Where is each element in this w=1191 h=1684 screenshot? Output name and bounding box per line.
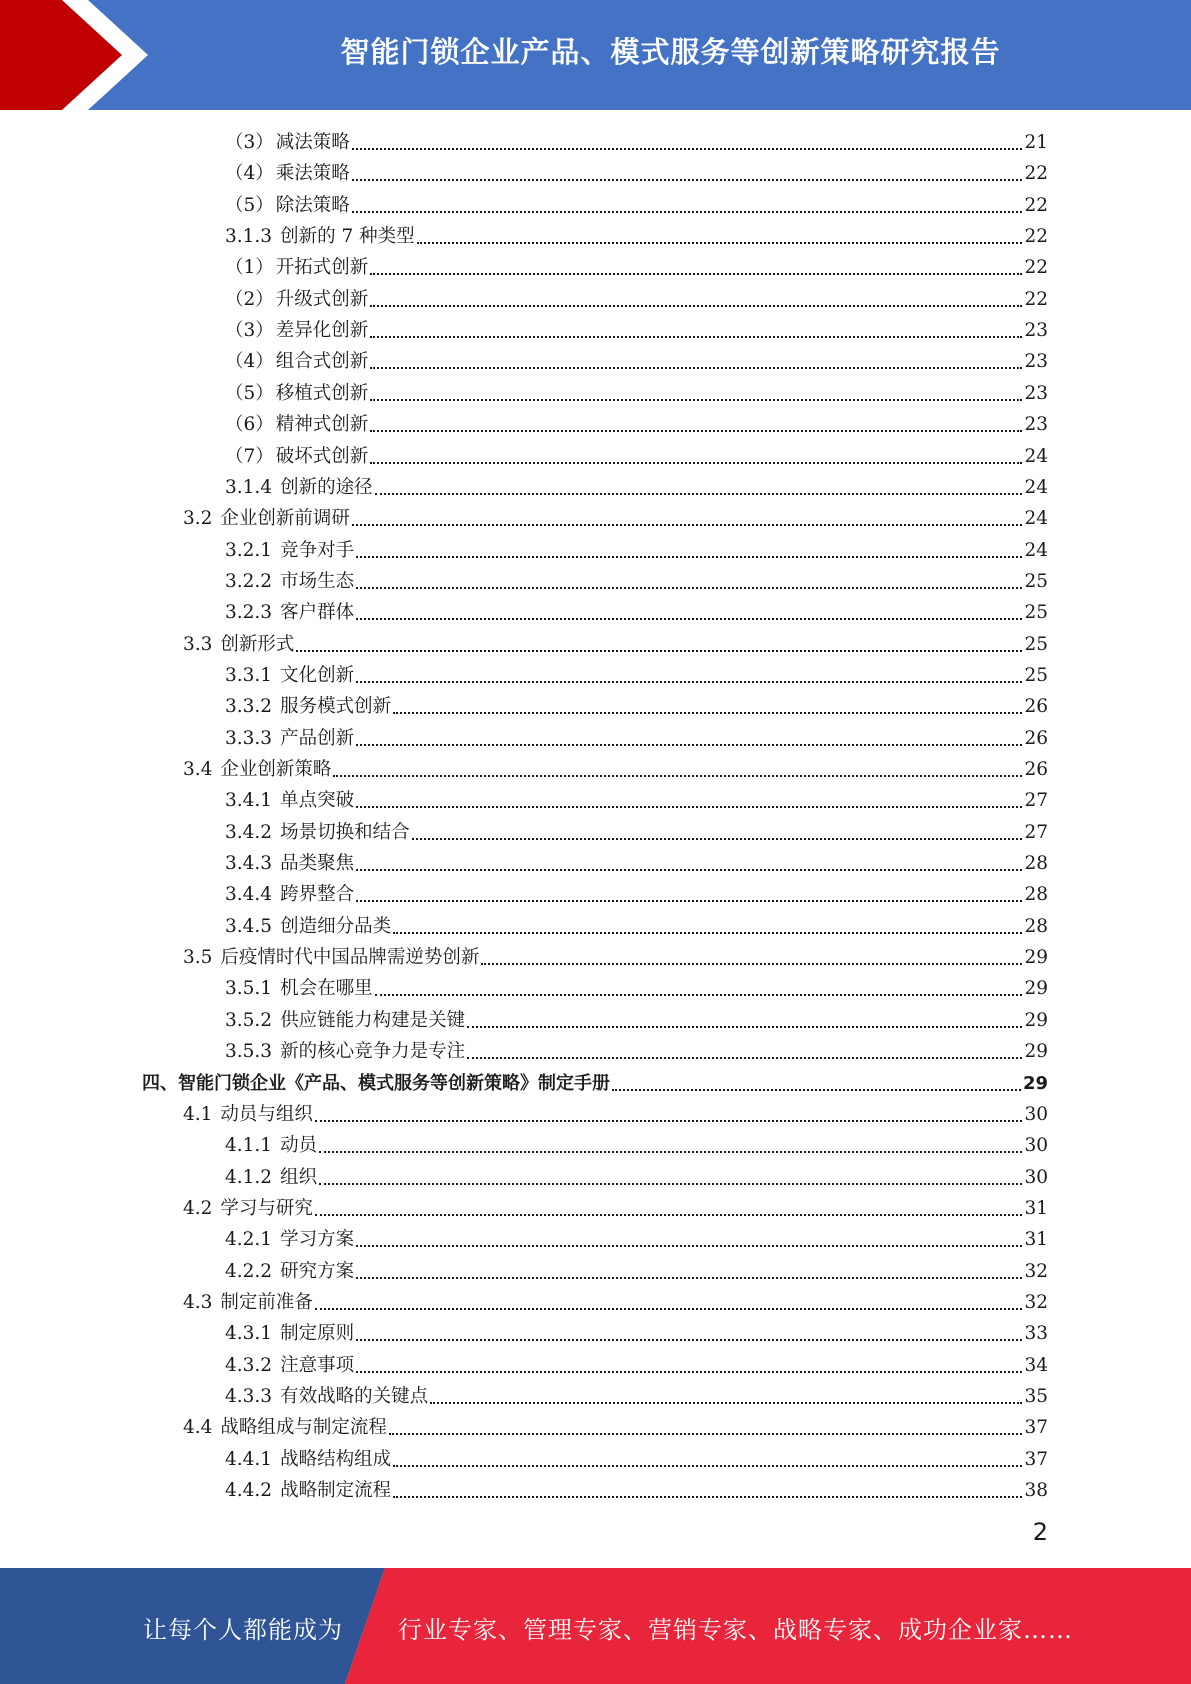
toc-leader-dots bbox=[356, 586, 1022, 589]
toc-entry[interactable] bbox=[225, 1005, 1048, 1036]
toc-entry-label: 品类聚焦 bbox=[280, 853, 355, 875]
toc-entry[interactable] bbox=[183, 1193, 1048, 1224]
toc-leader-dots bbox=[315, 1119, 1023, 1122]
toc-entry-label: 组织 bbox=[280, 1166, 318, 1188]
toc-entry[interactable] bbox=[225, 1381, 1048, 1412]
toc-entry[interactable] bbox=[142, 1068, 1048, 1099]
toc-entry-number: 3.4.2 bbox=[225, 821, 273, 843]
toc-entry[interactable] bbox=[225, 566, 1048, 597]
toc-entry-number: 4.1 bbox=[183, 1103, 213, 1125]
toc-entry-page: 24 bbox=[1024, 445, 1048, 467]
toc-leader-dots bbox=[393, 1495, 1022, 1498]
toc-entry-number: 3.3 bbox=[183, 633, 213, 655]
toc-entry-label: 战略结构组成 bbox=[280, 1448, 392, 1470]
toc-entry-page: 23 bbox=[1024, 414, 1048, 436]
toc-entry-number: 3.3.2 bbox=[225, 696, 273, 718]
toc-entry[interactable] bbox=[225, 127, 1048, 158]
toc-leader-dots bbox=[393, 1464, 1022, 1467]
page-footer bbox=[0, 1568, 1191, 1684]
toc-leader-dots bbox=[467, 1025, 1022, 1028]
toc-leader-dots bbox=[319, 1150, 1022, 1153]
toc-entry-label: 升级式创新 bbox=[275, 288, 369, 310]
toc-leader-dots bbox=[370, 429, 1022, 432]
toc-leader-dots bbox=[370, 272, 1022, 275]
toc-leader-dots bbox=[356, 805, 1022, 808]
toc-entry[interactable] bbox=[225, 879, 1048, 910]
toc-leader-dots bbox=[481, 962, 1022, 965]
toc-entry-label: 创新形式 bbox=[220, 633, 295, 655]
toc-entry-page: 31 bbox=[1024, 1197, 1048, 1219]
report-title: 智能门锁企业产品、模式服务等创新策略研究报告 bbox=[340, 35, 1001, 69]
toc-entry-page: 22 bbox=[1024, 163, 1048, 185]
toc-entry[interactable] bbox=[225, 284, 1048, 315]
toc-entry-label: 学习方案 bbox=[280, 1229, 355, 1251]
toc-entry-label: 创新的 7 种类型 bbox=[280, 226, 415, 248]
toc-entry-number: （3） bbox=[225, 320, 274, 342]
toc-entry-page: 29 bbox=[1024, 1041, 1048, 1063]
toc-leader-dots bbox=[467, 1056, 1022, 1059]
toc-entry[interactable] bbox=[225, 848, 1048, 879]
toc-entry-page: 22 bbox=[1024, 226, 1048, 248]
toc-entry-number: 4.1.2 bbox=[225, 1166, 273, 1188]
toc-entry-page: 27 bbox=[1024, 821, 1048, 843]
toc-entry-label: 有效战略的关键点 bbox=[280, 1386, 429, 1407]
toc-entry-label: 创造细分品类 bbox=[280, 915, 392, 937]
toc-entry-label: 差异化创新 bbox=[275, 320, 369, 342]
toc-entry-number: 3.4.5 bbox=[225, 915, 273, 937]
toc-entry[interactable] bbox=[225, 441, 1048, 472]
toc-entry-page: 24 bbox=[1024, 508, 1048, 530]
toc-leader-dots bbox=[356, 743, 1022, 746]
toc-leader-dots bbox=[370, 461, 1022, 464]
toc-entry-label: 破坏式创新 bbox=[275, 445, 369, 467]
toc-entry-page: 24 bbox=[1024, 476, 1048, 498]
toc-entry-label: 学习与研究 bbox=[220, 1197, 313, 1219]
toc-leader-dots bbox=[356, 1370, 1022, 1373]
toc-entry[interactable] bbox=[225, 409, 1048, 440]
toc-entry[interactable] bbox=[225, 1350, 1048, 1381]
toc-leader-dots bbox=[370, 304, 1022, 307]
toc-entry-page: 29 bbox=[1022, 1072, 1048, 1094]
toc-entry[interactable] bbox=[225, 1224, 1048, 1255]
toc-entry-label: 战略组成与制定流程 bbox=[220, 1417, 387, 1439]
toc-entry-page: 31 bbox=[1024, 1229, 1048, 1251]
toc-leader-dots bbox=[356, 1338, 1022, 1341]
toc-entry-number: （4） bbox=[225, 351, 274, 373]
toc-entry[interactable] bbox=[225, 190, 1048, 221]
toc-leader-dots bbox=[352, 147, 1023, 150]
toc-entry-label: 动员 bbox=[280, 1135, 318, 1157]
toc-entry-number: 3.5.1 bbox=[225, 978, 273, 1000]
toc-entry-number: （2） bbox=[225, 288, 274, 310]
page-header bbox=[0, 0, 1191, 110]
toc-entry-page: 28 bbox=[1024, 884, 1048, 906]
toc-entry-number: 4.3 bbox=[183, 1291, 213, 1313]
toc-entry[interactable] bbox=[225, 346, 1048, 377]
toc-entry-number: 4.4 bbox=[183, 1417, 213, 1439]
toc-entry-number: 3.1.3 bbox=[225, 226, 273, 248]
toc-leader-dots bbox=[352, 210, 1023, 213]
toc-entry[interactable] bbox=[225, 660, 1048, 691]
toc-entry-page: 29 bbox=[1024, 978, 1048, 1000]
toc-entry[interactable] bbox=[225, 973, 1048, 1004]
toc-entry-label: 场景切换和结合 bbox=[280, 821, 410, 843]
toc-entry-page: 37 bbox=[1024, 1448, 1048, 1470]
page-number: 2 bbox=[1032, 1518, 1048, 1546]
toc-entry-page: 23 bbox=[1024, 320, 1048, 342]
footer-slogan-right: 行业专家、管理专家、营销专家、战略专家、成功企业家…… bbox=[398, 1616, 1073, 1644]
toc-entry-label: 创新的途径 bbox=[280, 476, 373, 498]
toc-entry-page: 28 bbox=[1024, 915, 1048, 937]
toc-leader-dots bbox=[352, 523, 1023, 526]
toc-leader-dots bbox=[393, 931, 1022, 934]
toc-entry-number: 4.3.2 bbox=[225, 1354, 273, 1376]
toc-leader-dots bbox=[319, 1182, 1022, 1185]
toc-entry[interactable] bbox=[225, 1130, 1048, 1161]
toc-entry-label: 开拓式创新 bbox=[275, 257, 369, 279]
toc-entry-page: 25 bbox=[1024, 570, 1048, 592]
toc-entry-page: 32 bbox=[1024, 1260, 1048, 1282]
toc-entry-number: 3.2.1 bbox=[225, 539, 273, 561]
toc-leader-dots bbox=[352, 178, 1023, 181]
toc-entry-label: 后疫情时代中国品牌需逆势创新 bbox=[220, 947, 480, 969]
toc-leader-dots bbox=[375, 993, 1023, 996]
toc-entry[interactable] bbox=[225, 315, 1048, 346]
toc-entry[interactable] bbox=[225, 221, 1048, 252]
toc-entry-label: 精神式创新 bbox=[275, 414, 369, 436]
toc-entry[interactable] bbox=[183, 503, 1048, 534]
toc-leader-dots bbox=[356, 899, 1022, 902]
toc-entry[interactable] bbox=[225, 535, 1048, 566]
toc-entry-label: 市场生态 bbox=[280, 570, 355, 592]
toc-leader-dots bbox=[356, 555, 1022, 558]
toc-entry-number: （6） bbox=[225, 414, 274, 436]
toc-entry-page: 30 bbox=[1024, 1166, 1048, 1188]
toc-entry-label: 客户群体 bbox=[280, 602, 355, 624]
toc-entry-label: 乘法策略 bbox=[275, 163, 350, 185]
toc-entry-page: 30 bbox=[1024, 1103, 1048, 1125]
toc-entry[interactable] bbox=[225, 1444, 1048, 1475]
toc-entry-label: 制定前准备 bbox=[220, 1291, 313, 1313]
footer-slogan-left: 让每个人都能成为 bbox=[143, 1616, 343, 1644]
toc-entry-number: 4.2.2 bbox=[225, 1260, 273, 1282]
toc-entry-label: 注意事项 bbox=[280, 1354, 355, 1376]
toc-entry-page: 22 bbox=[1024, 257, 1048, 279]
toc-entry[interactable] bbox=[183, 754, 1048, 785]
toc-entry[interactable] bbox=[225, 1162, 1048, 1193]
toc-entry-number: 3.2.3 bbox=[225, 602, 273, 624]
toc-entry-number: 4.3.3 bbox=[225, 1386, 273, 1407]
toc-entry-label: 减法策略 bbox=[275, 132, 350, 153]
toc-entry-label: 供应链能力构建是关键 bbox=[280, 1009, 466, 1031]
toc-entry-page: 28 bbox=[1024, 853, 1048, 875]
toc-entry-label: 移植式创新 bbox=[275, 382, 369, 404]
toc-leader-dots bbox=[296, 649, 1022, 652]
toc-entry-page: 23 bbox=[1024, 382, 1048, 404]
toc-leader-dots bbox=[393, 711, 1022, 714]
toc-leader-dots bbox=[375, 492, 1023, 495]
toc-entry-page: 33 bbox=[1024, 1323, 1048, 1345]
toc-entry-number: 3.3.3 bbox=[225, 727, 273, 749]
toc-entry-number: 4.2 bbox=[183, 1197, 213, 1219]
toc-entry-label: 竞争对手 bbox=[280, 539, 355, 561]
toc-entry-page: 37 bbox=[1024, 1417, 1048, 1439]
toc-entry-page: 26 bbox=[1024, 759, 1048, 780]
toc-entry[interactable] bbox=[225, 252, 1048, 283]
toc-leader-dots bbox=[412, 837, 1023, 840]
toc-entry-number: 3.4.3 bbox=[225, 853, 273, 875]
toc-entry-number: 3.4.1 bbox=[225, 790, 273, 812]
toc-entry-number: 3.5.3 bbox=[225, 1041, 273, 1063]
toc-entry-label: 研究方案 bbox=[280, 1260, 355, 1282]
toc-entry[interactable] bbox=[225, 691, 1048, 722]
toc-entry-number: 4.3.1 bbox=[225, 1323, 273, 1345]
toc-entry-number: （4） bbox=[225, 163, 274, 185]
toc-leader-dots bbox=[356, 617, 1022, 620]
toc-leader-dots bbox=[612, 1088, 1021, 1091]
toc-entry-number: 4.2.1 bbox=[225, 1229, 273, 1251]
toc-entry-number: 3.2.2 bbox=[225, 570, 273, 592]
toc-entry-label: 四、智能门锁企业《产品、模式服务等创新策略》制定手册 bbox=[142, 1072, 610, 1094]
toc-entry-number: 4.1.1 bbox=[225, 1135, 273, 1157]
toc-entry-number: 3.2 bbox=[183, 508, 213, 530]
toc-entry-page: 26 bbox=[1024, 696, 1048, 718]
toc-entry-label: 组合式创新 bbox=[275, 351, 369, 373]
toc-entry[interactable] bbox=[225, 785, 1048, 816]
toc-entry-label: 新的核心竞争力是专注 bbox=[280, 1041, 466, 1063]
toc-entry-page: 23 bbox=[1024, 351, 1048, 373]
toc-entry[interactable] bbox=[225, 1256, 1048, 1287]
toc-entry[interactable] bbox=[183, 1099, 1048, 1130]
toc-entry-label: 动员与组织 bbox=[220, 1103, 313, 1125]
toc-entry-page: 22 bbox=[1024, 288, 1048, 310]
toc-entry-label: 文化创新 bbox=[280, 664, 355, 686]
toc-entry-page: 29 bbox=[1024, 1009, 1048, 1031]
toc-entry-page: 38 bbox=[1024, 1480, 1048, 1502]
toc-entry-page: 25 bbox=[1024, 633, 1048, 655]
toc-entry[interactable] bbox=[225, 911, 1048, 942]
toc-entry[interactable] bbox=[225, 1475, 1048, 1506]
toc-leader-dots bbox=[315, 1213, 1023, 1216]
toc-entry[interactable] bbox=[225, 1318, 1048, 1349]
toc-leader-dots bbox=[356, 680, 1022, 683]
toc-leader-dots bbox=[356, 868, 1022, 871]
toc-leader-dots bbox=[430, 1401, 1022, 1404]
toc-entry-page: 24 bbox=[1024, 539, 1048, 561]
toc-entry-page: 34 bbox=[1024, 1354, 1048, 1376]
toc-entry-page: 30 bbox=[1024, 1135, 1048, 1157]
toc-entry-label: 战略制定流程 bbox=[280, 1480, 392, 1502]
toc-entry[interactable] bbox=[225, 597, 1048, 628]
toc-leader-dots bbox=[333, 774, 1022, 777]
toc-entry-number: 3.1.4 bbox=[225, 476, 273, 498]
toc-entry-number: 3.4.4 bbox=[225, 884, 273, 906]
toc-entry-page: 21 bbox=[1024, 132, 1048, 153]
toc-leader-dots bbox=[356, 1244, 1022, 1247]
toc-entry-label: 机会在哪里 bbox=[280, 978, 373, 1000]
toc-entry-number: （5） bbox=[225, 382, 274, 404]
toc-entry-label: 单点突破 bbox=[280, 790, 355, 812]
toc-entry-page: 25 bbox=[1024, 602, 1048, 624]
toc-entry-label: 制定原则 bbox=[280, 1323, 355, 1345]
toc-entry[interactable] bbox=[183, 1412, 1048, 1443]
toc-leader-dots bbox=[315, 1307, 1023, 1310]
toc-leader-dots bbox=[389, 1432, 1023, 1435]
toc-entry-label: 服务模式创新 bbox=[280, 696, 392, 718]
toc-entry[interactable] bbox=[225, 1036, 1048, 1067]
toc-entry-page: 27 bbox=[1024, 790, 1048, 812]
toc-entry-page: 29 bbox=[1024, 947, 1048, 969]
toc-entry-page: 35 bbox=[1024, 1386, 1048, 1407]
toc-entry-label: 跨界整合 bbox=[280, 884, 355, 906]
toc-entry[interactable] bbox=[225, 378, 1048, 409]
toc-entry[interactable] bbox=[183, 1287, 1048, 1318]
toc-leader-dots bbox=[370, 398, 1022, 401]
toc-entry[interactable] bbox=[183, 629, 1048, 660]
toc-entry-page: 22 bbox=[1024, 194, 1048, 216]
toc-leader-dots bbox=[370, 366, 1022, 369]
toc-entry-number: 3.5.2 bbox=[225, 1009, 273, 1031]
toc-entry[interactable] bbox=[225, 817, 1048, 848]
toc-entry-number: （3） bbox=[225, 132, 274, 153]
toc-entry-label: 企业创新前调研 bbox=[220, 508, 350, 530]
toc-entry[interactable] bbox=[225, 723, 1048, 754]
toc-entry-number: （1） bbox=[225, 257, 274, 279]
toc-leader-dots bbox=[417, 241, 1023, 244]
toc-entry-number: 3.5 bbox=[183, 947, 213, 969]
toc-leader-dots bbox=[356, 1276, 1022, 1279]
toc-entry[interactable] bbox=[183, 942, 1048, 973]
toc-entry-number: （5） bbox=[225, 194, 274, 216]
toc-entry[interactable] bbox=[225, 472, 1048, 503]
toc-leader-dots bbox=[370, 335, 1022, 338]
toc-entry-label: 产品创新 bbox=[280, 727, 355, 749]
toc-entry-number: 3.4 bbox=[183, 759, 213, 780]
header-chevron-icon bbox=[0, 0, 160, 110]
toc-entry-label: 企业创新策略 bbox=[220, 759, 332, 780]
toc-entry-label: 除法策略 bbox=[275, 194, 350, 216]
toc-entry-page: 32 bbox=[1024, 1291, 1048, 1313]
toc-entry-number: （7） bbox=[225, 445, 274, 467]
toc-entry-page: 25 bbox=[1024, 664, 1048, 686]
toc-entry-number: 3.3.1 bbox=[225, 664, 273, 686]
toc-entry[interactable] bbox=[225, 158, 1048, 189]
toc-entry-page: 26 bbox=[1024, 727, 1048, 749]
toc-entry-number: 4.4.1 bbox=[225, 1448, 273, 1470]
toc-entry-number: 4.4.2 bbox=[225, 1480, 273, 1502]
